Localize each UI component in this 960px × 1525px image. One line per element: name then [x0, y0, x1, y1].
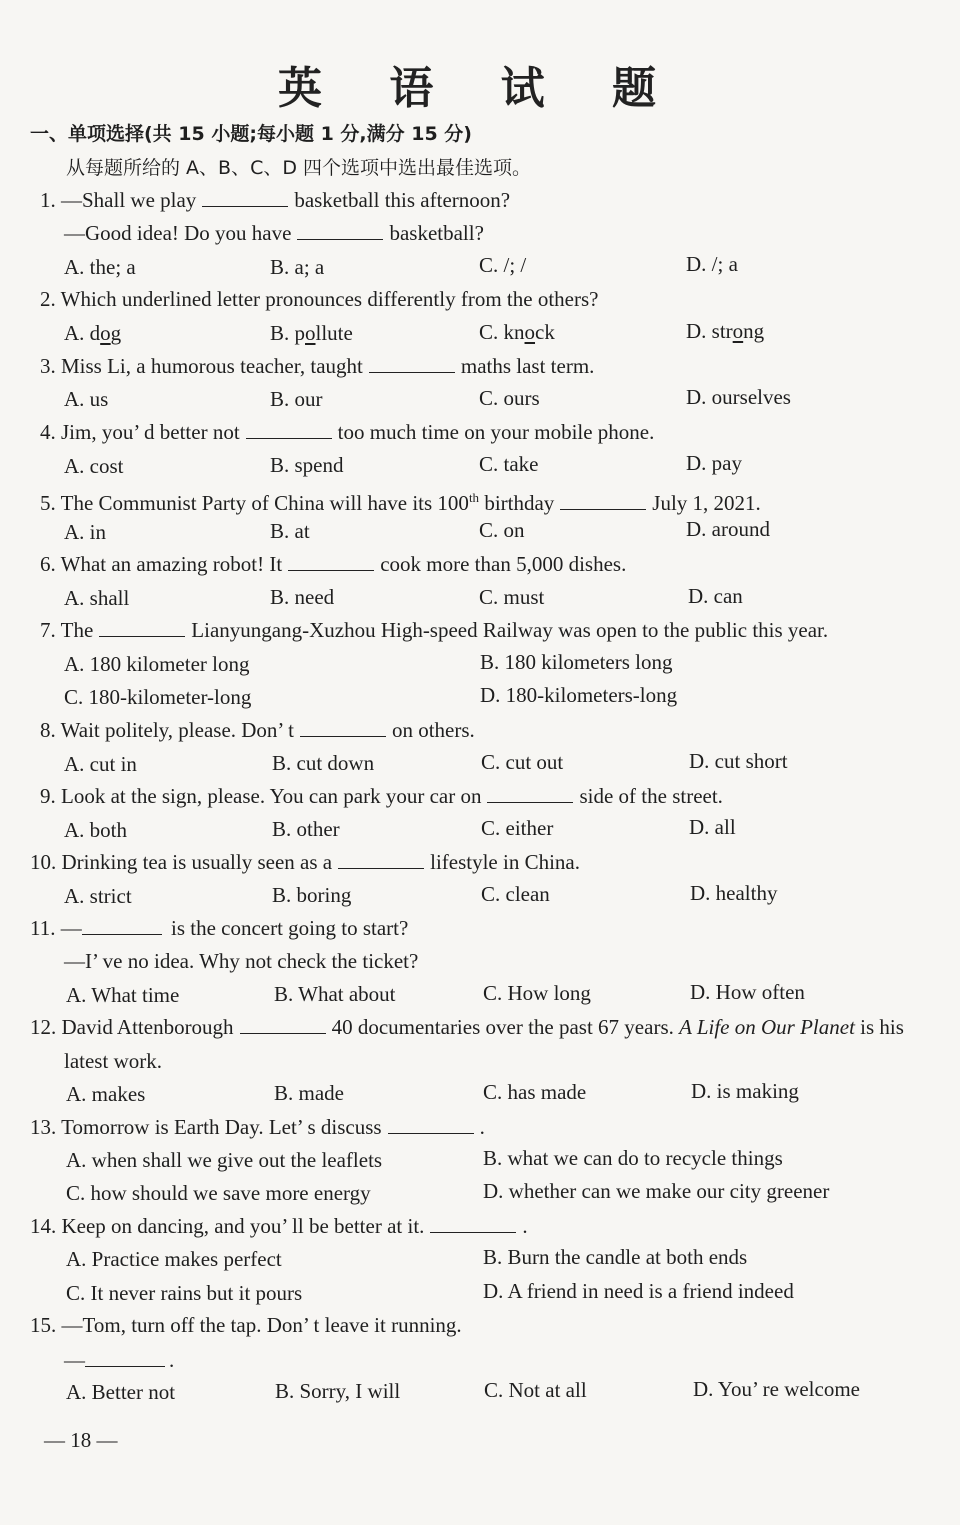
option-11d: D. How often — [690, 980, 805, 1004]
option-6d: D. can — [688, 584, 743, 608]
option-9a: A. both — [64, 818, 127, 842]
answer-blank — [388, 1115, 474, 1134]
answer-blank — [487, 784, 573, 803]
answer-blank — [85, 1348, 165, 1367]
option-13b: B. what we can do to recycle things — [483, 1146, 783, 1170]
question-6-stem: 6. What an amazing robot! It cook more than 5,000 dishes. — [40, 552, 627, 576]
answer-blank — [297, 221, 383, 240]
option-5a: A. in — [64, 520, 106, 544]
page-title: 英 语 试 题 — [278, 63, 682, 114]
option-5d: D. around — [686, 517, 770, 541]
option-5b: B. at — [270, 519, 310, 543]
answer-blank — [369, 354, 455, 373]
option-15a: A. Better not — [66, 1380, 176, 1404]
option-7d: D. 180-kilometers-long — [480, 683, 678, 707]
option-10a: A. strict — [64, 884, 132, 908]
option-3c: C. ours — [479, 386, 540, 410]
option-14a: A. Practice makes perfect — [66, 1247, 282, 1271]
option-6b: B. need — [270, 585, 335, 609]
question-5-stem: 5. The Communist Party of China will have its 100th birthday July 1, 2021. — [40, 490, 761, 515]
answer-blank — [560, 491, 646, 510]
option-15c: C. Not at all — [484, 1378, 587, 1402]
option-1c: C. /; / — [479, 253, 527, 277]
answer-blank — [300, 718, 386, 737]
option-3d: D. ourselves — [686, 385, 791, 409]
question-1-line-1: 1. —Shall we play basketball this afternoon? — [40, 188, 511, 212]
answer-blank — [288, 552, 374, 571]
option-3a: A. us — [64, 387, 109, 411]
option-10b: B. boring — [272, 883, 352, 907]
question-2-stem: 2. Which underlined letter pronounces differently from the others? — [40, 287, 599, 311]
option-13a: A. when shall we give out the leaflets — [66, 1148, 383, 1172]
question-4-stem: 4. Jim, you’ d better not too much time on your mobile phone. — [40, 420, 655, 444]
section-instruction: 从每题所给的 A、B、C、D 四个选项中选出最佳选项。 — [66, 157, 532, 179]
question-3-stem: 3. Miss Li, a humorous teacher, taught maths last term. — [40, 354, 595, 378]
option-5c: C. on — [479, 518, 525, 542]
option-14c: C. It never rains but it pours — [66, 1281, 303, 1305]
option-2d: D. strong — [686, 319, 765, 343]
option-11b: B. What about — [274, 982, 396, 1006]
option-13d: D. whether can we make our city greener — [483, 1179, 830, 1203]
option-4b: B. spend — [270, 453, 344, 477]
answer-blank — [246, 420, 332, 439]
section-heading: 一、单项选择(共 15 小题;每小题 1 分,满分 15 分) — [30, 123, 472, 145]
option-1a: A. the; a — [64, 255, 136, 279]
option-15b: B. Sorry, I will — [275, 1379, 401, 1403]
option-10c: C. clean — [481, 882, 550, 906]
question-1-line-2: —Good idea! Do you have basketball? — [64, 221, 484, 245]
page-number: — 18 — — [44, 1428, 118, 1452]
option-12c: C. has made — [483, 1080, 587, 1104]
option-2b: B. pollute — [270, 321, 353, 345]
option-14b: B. Burn the candle at both ends — [483, 1245, 748, 1269]
option-8b: B. cut down — [272, 751, 375, 775]
option-7a: A. 180 kilometer long — [64, 652, 250, 676]
answer-blank — [99, 618, 185, 637]
option-9b: B. other — [272, 817, 340, 841]
answer-blank — [338, 850, 424, 869]
option-4c: C. take — [479, 452, 539, 476]
question-9-stem: 9. Look at the sign, please. You can park your car on side of the street. — [40, 784, 723, 808]
question-11-line-1: 11. — is the concert going to start? — [30, 916, 409, 940]
option-12a: A. makes — [66, 1082, 146, 1106]
question-12-line-1: 12. David Attenborough 40 documentaries over the past 67 years. A Life on Our Planet is his — [30, 1015, 904, 1039]
option-7b: B. 180 kilometers long — [480, 650, 673, 674]
option-10d: D. healthy — [690, 881, 778, 905]
option-12b: B. made — [274, 1081, 344, 1105]
question-11-line-2: —I’ ve no idea. Why not check the ticket? — [64, 949, 419, 973]
question-7-stem: 7. The Lianyungang-Xuzhou High-speed Railway was open to the public this year. — [40, 618, 829, 642]
question-15-response: — . — [64, 1348, 175, 1372]
answer-blank — [202, 188, 288, 207]
question-15-stem: 15. —Tom, turn off the tap. Don’ t leave it running. — [30, 1313, 462, 1337]
option-6a: A. shall — [64, 586, 130, 610]
option-4a: A. cost — [64, 454, 124, 478]
option-11c: C. How long — [483, 981, 591, 1005]
option-14d: D. A friend in need is a friend indeed — [483, 1279, 794, 1303]
option-2a: A. dog — [64, 321, 122, 345]
option-4d: D. pay — [686, 451, 742, 475]
option-8c: C. cut out — [481, 750, 564, 774]
option-9c: C. either — [481, 816, 554, 840]
question-14-stem: 14. Keep on dancing, and you’ ll be better at it. . — [30, 1214, 528, 1238]
option-1d: D. /; a — [686, 252, 738, 276]
option-1b: B. a; a — [270, 255, 325, 279]
option-9d: D. all — [689, 815, 736, 839]
option-3b: B. our — [270, 387, 323, 411]
option-11a: A. What time — [66, 983, 180, 1007]
option-8a: A. cut in — [64, 752, 137, 776]
question-12-line-2: latest work. — [64, 1049, 162, 1073]
question-8-stem: 8. Wait politely, please. Don’ t on others. — [40, 718, 475, 742]
answer-blank — [240, 1015, 326, 1034]
answer-blank — [82, 916, 162, 935]
question-10-stem: 10. Drinking tea is usually seen as a lifestyle in China. — [30, 850, 581, 874]
option-13c: C. how should we save more energy — [66, 1181, 371, 1205]
option-7c: C. 180-kilometer-long — [64, 685, 252, 709]
question-13-stem: 13. Tomorrow is Earth Day. Let’ s discuss . — [30, 1115, 485, 1139]
option-12d: D. is making — [691, 1079, 799, 1103]
option-2c: C. knock — [479, 320, 555, 344]
answer-blank — [430, 1214, 516, 1233]
option-6c: C. must — [479, 585, 545, 609]
option-8d: D. cut short — [689, 749, 788, 773]
option-15d: D. You’ re welcome — [693, 1377, 860, 1401]
